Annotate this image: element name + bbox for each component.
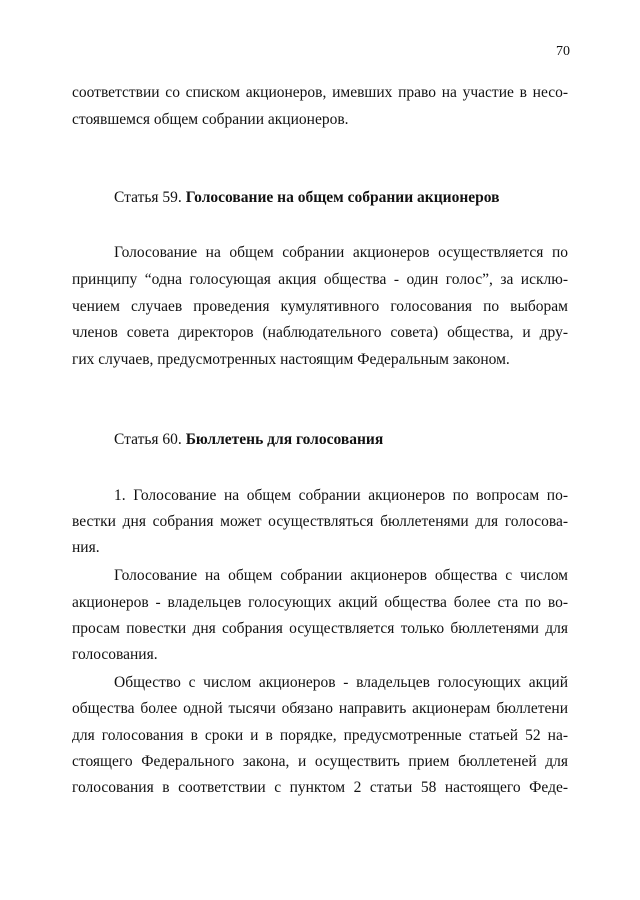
page-number: 70 bbox=[556, 44, 570, 59]
article-60-p3-line-4: стоящего Федерального закона, и осуществить прием бюллетеней для bbox=[72, 753, 568, 770]
article-60-p2-line-2: акционеров - владельцев голосующих акций общества более ста по во- bbox=[72, 594, 568, 611]
article-59-title: Голосование на общем собрании акционеров bbox=[185, 189, 500, 206]
article-60-p3-line-1: Общество с числом акционеров - владельцев голосующих акций bbox=[114, 674, 568, 691]
article-60-prefix: Статья 60. bbox=[114, 431, 186, 448]
article-60-p1-line-1: 1. Голосование на общем собрании акционеров по вопросам по- bbox=[114, 487, 568, 504]
article-59-line-1: Голосование на общем собрании акционеров осуществляется по bbox=[114, 244, 568, 261]
article-60-p1-line-2: вестки дня собрания может осуществляться бюллетенями для голосова- bbox=[72, 513, 568, 530]
article-60-p3-line-2: общества более одной тысячи обязано направить акционерам бюллетени bbox=[72, 700, 568, 717]
article-60-p2-line-1: Голосование на общем собрании акционеров общества с числом bbox=[114, 567, 568, 584]
article-60-p2-line-3: просам повестки дня собрания осуществляется только бюллетенями для bbox=[72, 620, 568, 637]
intro-line-1: соответствии со списком акционеров, имевших право на участие в несо- bbox=[72, 84, 568, 101]
article-59-line-2: принципу “одна голосующая акция общества - один голос”, за исклю- bbox=[72, 271, 568, 288]
article-59-heading bbox=[114, 189, 500, 207]
intro-line-2: стоявшемся общем собрании акционеров. bbox=[72, 111, 349, 128]
article-60-title: Бюллетень для голосования bbox=[185, 431, 384, 448]
article-60-p1-line-3: ния. bbox=[72, 539, 100, 556]
article-60-p3-line-3: для голосования в сроки и в порядке, предусмотренные статьей 52 на- bbox=[72, 727, 568, 744]
article-59-line-3: чением случаев проведения кумулятивного голосования по выборам bbox=[72, 298, 568, 315]
article-60-p3-line-5: голосования в соответствии с пунктом 2 статьи 58 настоящего Феде- bbox=[72, 779, 568, 796]
article-59-line-5: гих случаев, предусмотренных настоящим Федеральным законом. bbox=[72, 351, 510, 368]
article-59-prefix: Статья 59. bbox=[114, 189, 186, 206]
article-60-heading bbox=[114, 431, 383, 449]
article-59-line-4: членов совета директоров (наблюдательного совета) общества, и дру- bbox=[72, 324, 568, 341]
article-60-p2-line-4: голосования. bbox=[72, 646, 158, 663]
